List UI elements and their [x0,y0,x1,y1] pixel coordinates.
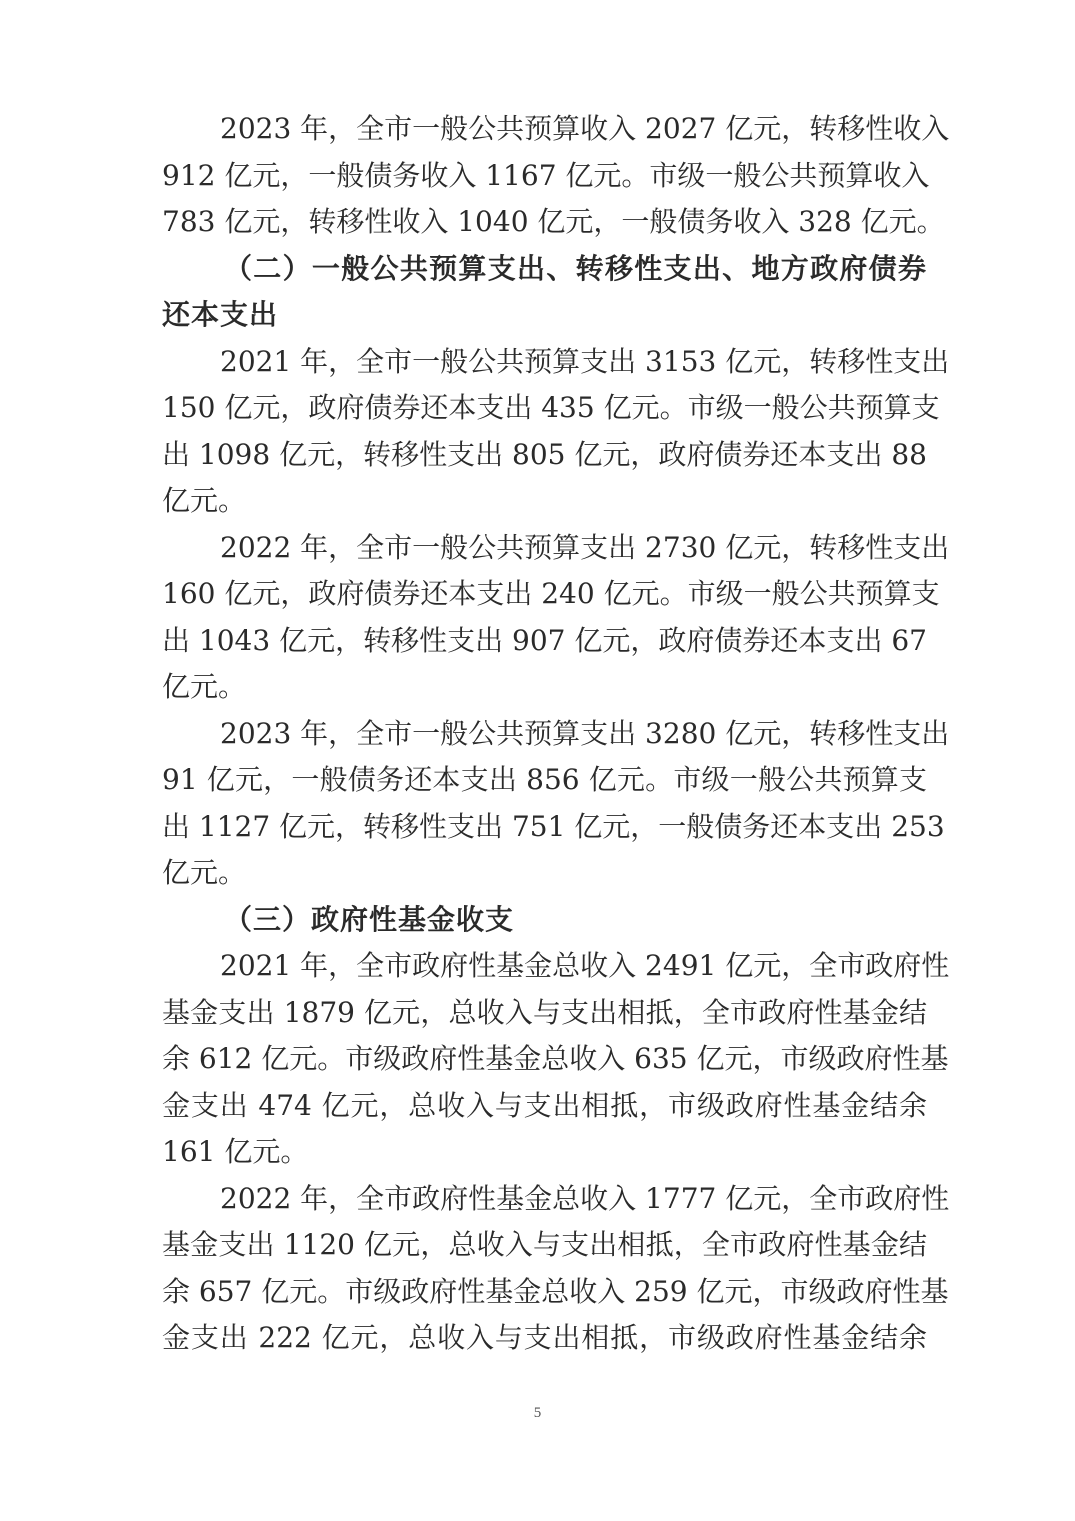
page-number: 5 [533,1405,542,1421]
text-line: 余 657 亿元。市级政府性基金总收入 259 亿元，市级政府性基 [162,1274,949,1308]
text-line: 2023 年，全市一般公共预算支出 3280 亿元，转移性支出 [220,716,950,750]
text-line: 金支出 474 亿元，总收入与支出相抵，市级政府性基金结余 [162,1088,927,1122]
text-line: 161 亿元。 [162,1135,309,1168]
text-line: 2021 年，全市一般公共预算支出 3153 亿元，转移性支出 [220,344,950,378]
text-line: 2021 年，全市政府性基金总收入 2491 亿元，全市政府性 [220,949,950,982]
section-heading-continuation: 还本支出 [162,298,279,331]
text-line: 余 612 亿元。市级政府性基金总收入 635 亿元，市级政府性基 [162,1042,949,1075]
document-body [162,106,950,1362]
text-line: 基金支出 1879 亿元，总收入与支出相抵，全市政府性基金结 [162,995,927,1029]
text-line: 2022 年，全市一般公共预算支出 2730 亿元，转移性支出 [220,530,950,564]
text-line: 2022 年，全市政府性基金总收入 1777 亿元，全市政府性 [220,1181,950,1215]
text-line: 150 亿元，政府债券还本支出 435 亿元。市级一般公共预算支 [162,391,940,424]
text-line: 基金支出 1120 亿元，总收入与支出相抵，全市政府性基金结 [162,1228,927,1261]
text-line: 亿元。 [162,670,247,703]
text-line: 出 1098 亿元，转移性支出 805 亿元，政府债券还本支出 88 [162,437,927,471]
text-line: 出 1127 亿元，转移性支出 751 亿元，一般债务还本支出 253 [162,809,945,843]
text-line: 出 1043 亿元，转移性支出 907 亿元，政府债券还本支出 67 [162,623,927,657]
section-heading: （三）政府性基金收支 [224,902,515,936]
text-line: 91 亿元，一般债务还本支出 856 亿元。市级一般公共预算支 [162,763,927,796]
text-line: 160 亿元，政府债券还本支出 240 亿元。市级一般公共预算支 [162,577,940,610]
section-heading: （二）一般公共预算支出、转移性支出、地方政府债券 [224,251,927,285]
text-line: 2023 年，全市一般公共预算收入 2027 亿元，转移性收入 [220,112,950,145]
text-line: 亿元。 [162,856,247,889]
text-line: 亿元。 [162,484,247,517]
text-line: 金支出 222 亿元，总收入与支出相抵，市级政府性基金结余 [162,1321,927,1354]
text-line: 912 亿元，一般债务收入 1167 亿元。市级一般公共预算收入 [162,158,930,192]
text-line: 783 亿元，转移性收入 1040 亿元，一般债务收入 328 亿元。 [162,205,945,238]
